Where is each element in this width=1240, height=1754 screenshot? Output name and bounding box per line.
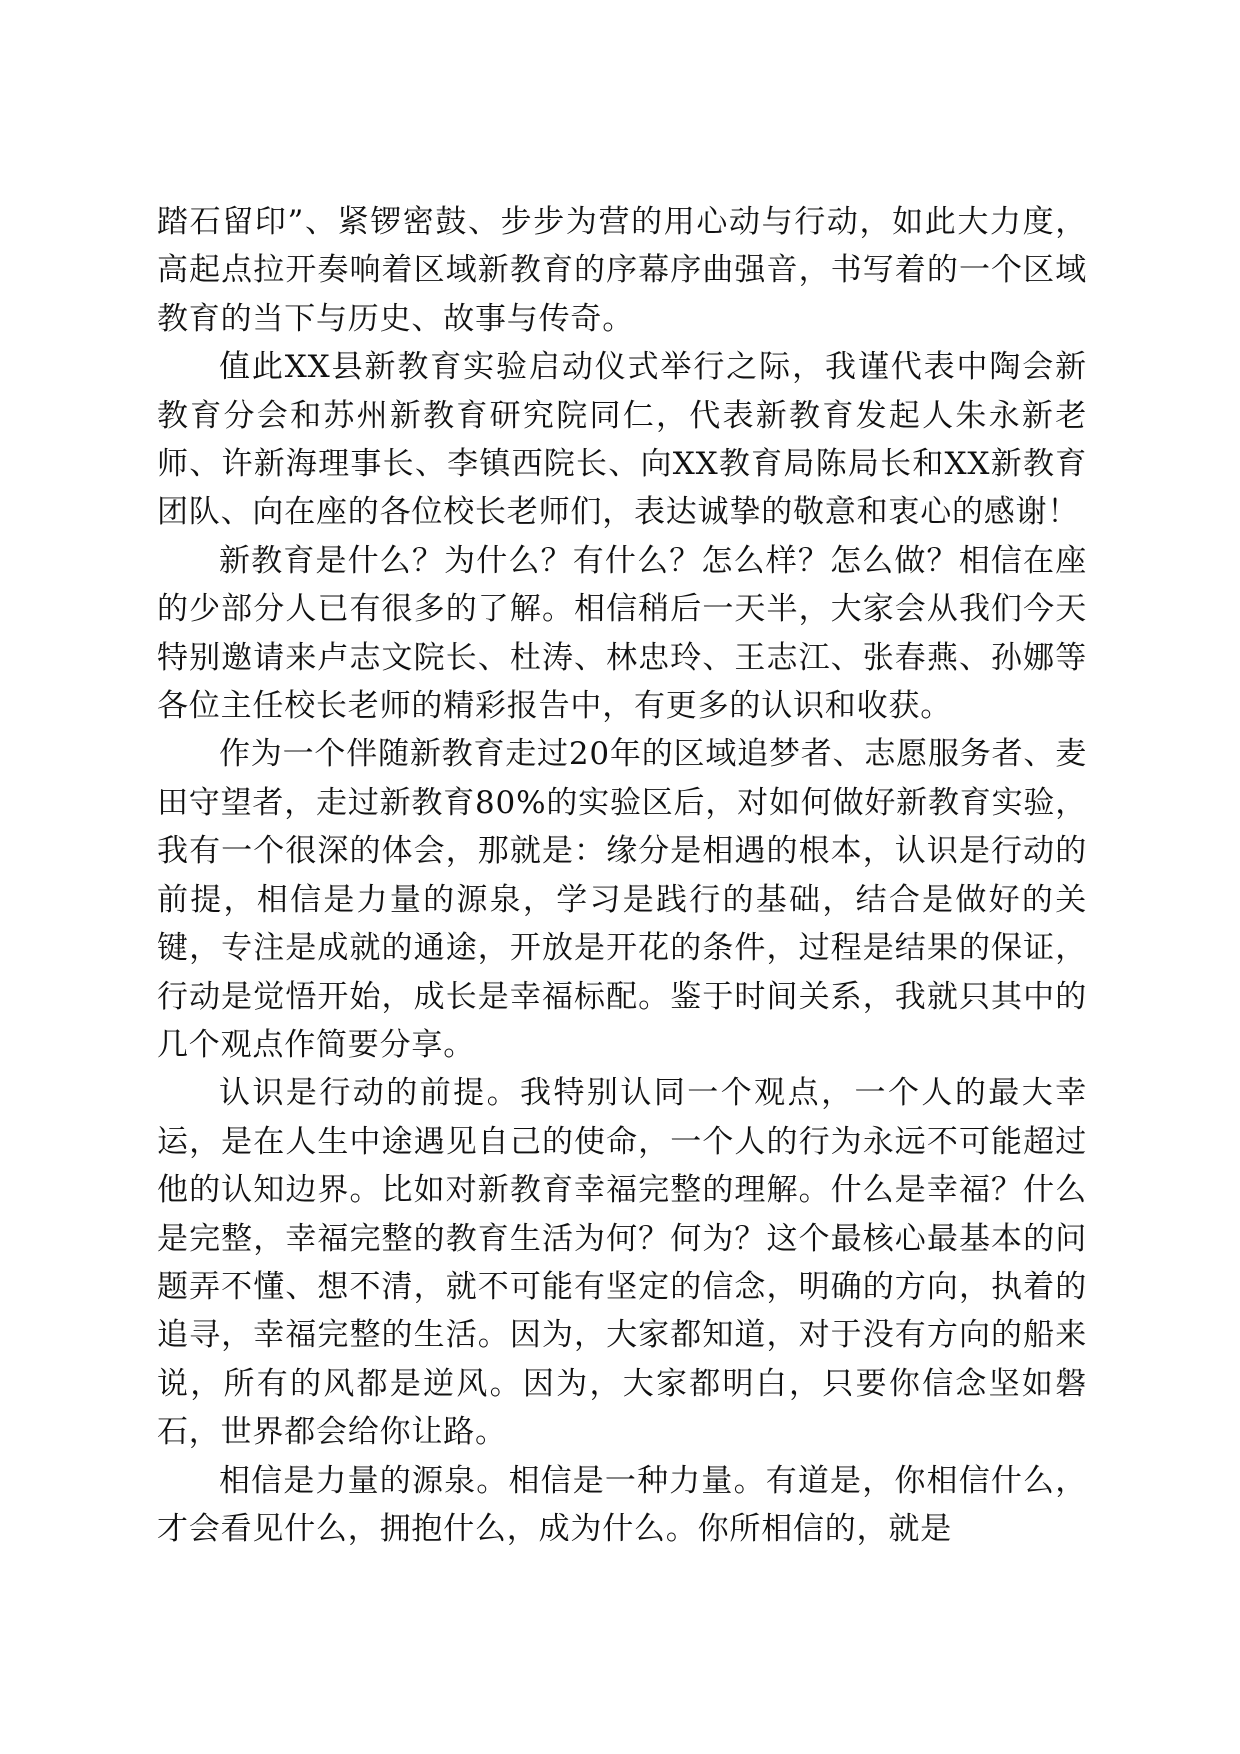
- paragraph-3: 新教育是什么？为什么？有什么？怎么样？怎么做？相信在座的少部分人已有很多的了解。相信稍后一天半，大家会从我们今天特别邀请来卢志文院长、杜涛、林忠玲、王志江、张春燕、孙娜等各位主任校长老师的精彩报告中，有更多的认识和收获。: [157, 542, 1087, 725]
- paragraph-5: 认识是行动的前提。我特别认同一个观点，一个人的最大幸运，是在人生中途遇见自己的使命，一个人的行为永远不可能超过他的认知边界。比如对新教育幸福完整的理解。什么是幸福？什么是完整，幸福完整的教育生活为何？何为？这个最核心最基本的问题弄不懂、想不清，就不可能有坚定的信念，明确的方向，执着的追寻，幸福完整的生活。因为，大家都知道，对于没有方向的船来说，所有的风都是逆风。因为，大家都明白，只要你信念坚如磐石，世界都会给你让路。: [157, 1075, 1087, 1451]
- body-text: [157, 198, 1087, 1553]
- paragraph-4: 作为一个伴随新教育走过20年的区域追梦者、志愿服务者、麦田守望者，走过新教育80%的实验区后，对如何做好新教育实验，我有一个很深的体会，那就是：缘分是相遇的根本，认识是行动的前提，相信是力量的源泉，学习是践行的基础，结合是做好的关键，专注是成就的通途，开放是开花的条件，过程是结果的保证，行动是觉悟开始，成长是幸福标配。鉴于时间关系，我就只其中的几个观点作简要分享。: [157, 736, 1087, 1063]
- paragraph-1: 踏石留印”、紧锣密鼓、步步为营的用心动与行动，如此大力度，高起点拉开奏响着区域新教育的序幕序曲强音，书写着的一个区域教育的当下与历史、故事与传奇。: [157, 204, 1087, 337]
- paragraph-6: 相信是力量的源泉。相信是一种力量。有道是，你相信什么，才会看见什么，拥抱什么，成为什么。你所相信的，就是: [157, 1462, 1087, 1547]
- paragraph-2: 值此XX县新教育实验启动仪式举行之际，我谨代表中陶会新教育分会和苏州新教育研究院同仁，代表新教育发起人朱永新老师、许新海理事长、李镇西院长、向XX教育局陈局长和XX新教育团队、向在座的各位校长老师们，表达诚挚的敬意和衷心的感谢！: [157, 349, 1087, 531]
